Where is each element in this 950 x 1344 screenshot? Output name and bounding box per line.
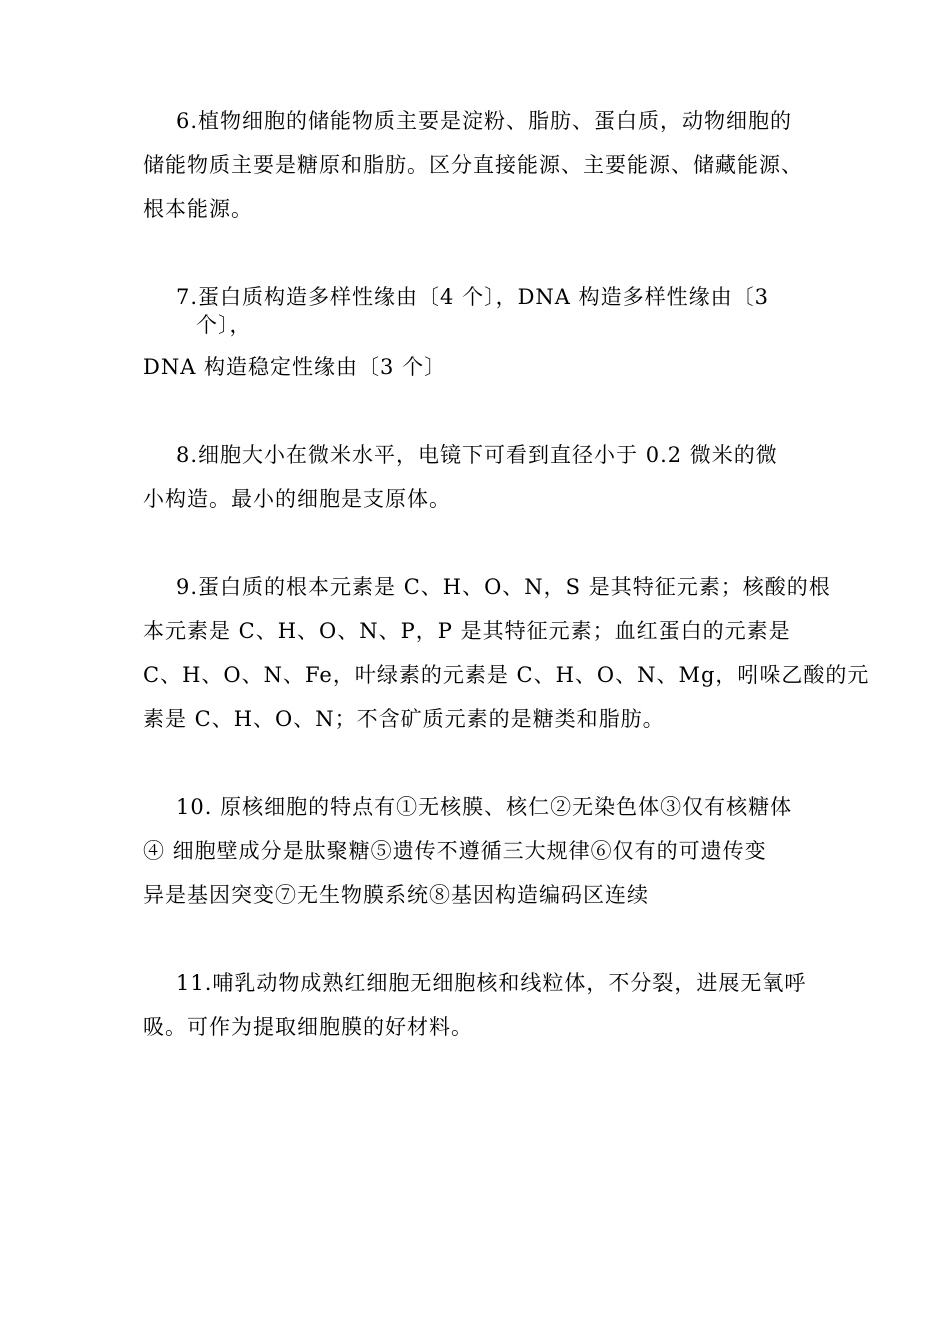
text-line: 6.植物细胞的储能物质主要是淀粉、脂肪、蛋白质，动物细胞的 <box>176 109 793 133</box>
text-line: 9.蛋白质的根本元素是 C、H、O、N，S 是其特征元素；核酸的根 <box>176 575 831 599</box>
text-line: 个〕， <box>196 313 252 337</box>
text-line: 储能物质主要是糖原和脂肪。区分直接能源、主要能源、储藏能源、 <box>143 153 803 177</box>
text-line: 根本能源。 <box>143 197 253 221</box>
text-line: 10. 原核细胞的特点有①无核膜、核仁②无染色体③仅有核糖体 <box>176 795 793 819</box>
text-line: 小构造。最小的细胞是支原体。 <box>143 487 451 511</box>
text-line: 本元素是 C、H、O、N、P，P 是其特征元素；血红蛋白的元素是 <box>143 619 791 643</box>
text-line: ④ 细胞壁成分是肽聚糖⑤遗传不遵循三大规律⑥仅有的可遗传变 <box>143 839 767 863</box>
text-line: DNA 构造稳定性缘由〔3 个〕 <box>143 355 447 379</box>
text-line: 7.蛋白质构造多样性缘由〔4 个〕，DNA 构造多样性缘由〔3 <box>176 285 769 309</box>
text-line: 异是基因突变⑦无生物膜系统⑧基因构造编码区连续 <box>143 883 649 907</box>
text-line: C、H、O、N、Fe，叶绿素的元素是 C、H、O、N、Mg，吲哚乙酸的元 <box>143 663 870 687</box>
text-line: 素是 C、H、O、N；不含矿质元素的是糖类和脂肪。 <box>143 707 665 731</box>
text-line: 11.哺乳动物成熟红细胞无细胞核和线粒体，不分裂，进展无氧呼 <box>176 971 807 995</box>
text-line: 8.细胞大小在微米水平，电镜下可看到直径小于 0.2 微米的微 <box>176 443 778 467</box>
text-line: 吸。可作为提取细胞膜的好材料。 <box>143 1015 473 1039</box>
